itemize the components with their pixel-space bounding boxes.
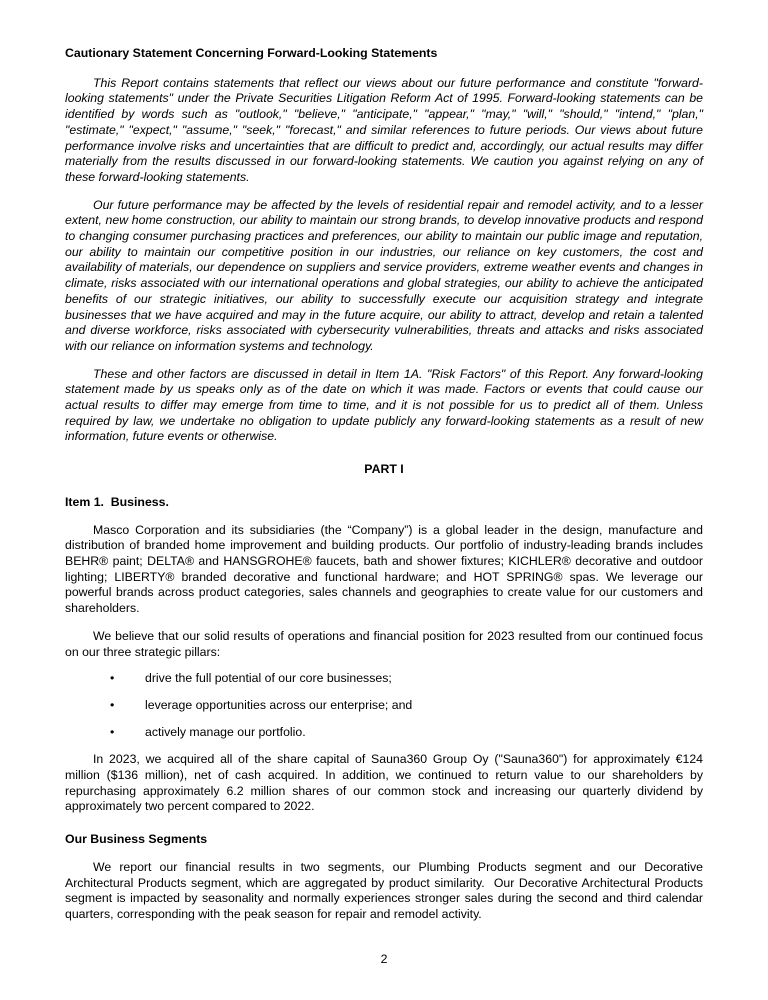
sauna360-acquisition-paragraph: In 2023, we acquired all of the share capital of Sauna360 Group Oy ("Sauna360") for approximately €124 million ($136 million), net of cash acquired. In addition, we continued to return value to our shareholders by repurchasing approximately 6.2 million shares of our common stock and increasing our quarterly dividend by approximately two percent compared to 2022. [65,752,703,814]
bullet-icon: • [110,671,115,686]
cautionary-statement-heading: Cautionary Statement Concerning Forward-Looking Statements [65,46,438,60]
part-i-title: PART I [364,462,404,477]
bullet-icon: • [110,697,115,712]
item-1-business-heading: Item 1. Business. [65,494,169,509]
cautionary-paragraph-3: These and other factors are discussed in detail in Item 1A. "Risk Factors" of this Report. Any forward-looking statement made by us speaks only as of the date on which it was made. Factors or events that could cause our actual results to differ may emerge from time to time, and it is not possible for us to predict all of them. Unless required by law, we undertake no obligation to update publicly any forward-looking statements as a result of new information, future events or otherwise. [65,366,703,444]
bullet-item-leverage-opportunities [65,698,703,714]
bullet-item-label: actively manage our portfolio. [145,724,306,739]
strategic-pillars-intro-paragraph: We believe that our solid results of operations and financial position for 2023 resulted from our continued focus on our three strategic pillars: [65,628,703,659]
bullet-item-label: leverage opportunities across our enterprise; and [145,697,413,712]
cautionary-paragraph-2: Our future performance may be affected by the levels of residential repair and remodel activity, and to a lesser extent, new home construction, our ability to maintain our strong brands, to develop innovative products and respond to changing consumer purchasing practices and preferences, our ability to maintain our public image and reputation, our ability to maintain our competitive position in our industries, our reliance on key customers, the cost and availability of materials, our dependence on suppliers and service providers, extreme weather events and changes in climate, risks associated with our international operations and global strategies, our ability to achieve the anticipated benefits of our strategic initiatives, our ability to successfully execute our acquisition strategy and integrate businesses that we have acquired and may in the future acquire, our ability to attract, develop and retain a talented and diverse workforce, risks associated with cybersecurity vulnerabilities, threats and attacks and risks associated with our reliance on information systems and technology. [65,197,703,353]
business-segments-heading: Our Business Segments [65,832,208,847]
business-segments-paragraph: We report our financial results in two segments, our Plumbing Products segment and our Decorative Architectural Products segment, which are aggregated by product similarity. Our Decorative Architectural Products segment is impacted by seasonality and normally experiences stronger sales during the second and third calendar quarters, corresponding with the peak season for repair and remodel activity. [65,859,703,921]
cautionary-paragraph-1: This Report contains statements that reflect our views about our future performance and constitute "forward-looking statements" under the Private Securities Litigation Reform Act of 1995. Forward-looking statements can be identified by words such as "outlook," "believe," "anticipate," "appear," "may," "will," "should," "intend," "plan," "estimate," "expect," "assume," "seek," "forecast," and similar references to future periods. Our views about future performance involve risks and uncertainties that are difficult to predict and, accordingly, our actual results may differ materially from the results discussed in our forward-looking statements. We caution you against relying on any of these forward-looking statements. [65,75,703,184]
bullet-icon: • [110,724,115,739]
company-overview-paragraph: Masco Corporation and its subsidiaries (the “Company”) is a global leader in the design, manufacture and distribution of branded home improvement and building products. Our portfolio of industry-leading brands includes BEHR® paint; DELTA® and HANSGROHE® faucets, bath and shower fixtures; KICHLER® decorative and outdoor lighting; LIBERTY® branded decorative and functional hardware; and HOT SPRING® spas. We leverage our powerful brands across product categories, sales channels and geographies to create value for our customers and shareholders. [65,522,703,616]
bullet-item-manage-portfolio [65,725,703,741]
bullet-item-core-businesses [65,671,703,687]
bullet-item-label: drive the full potential of our core businesses; [145,671,392,686]
page-number: 2 [380,952,388,967]
